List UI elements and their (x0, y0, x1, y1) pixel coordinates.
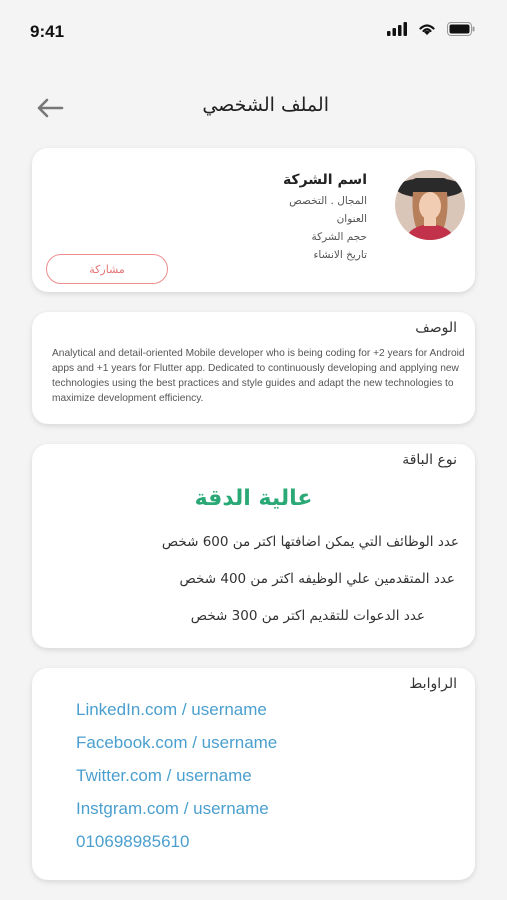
back-arrow-icon[interactable] (36, 96, 64, 120)
package-feature-jobs: عدد الوظائف التي يمكن اضافتها اكتر من 600 شخص (161, 534, 459, 550)
link-linkedin[interactable]: LinkedIn.com / username (76, 700, 267, 719)
link-facebook[interactable]: Facebook.com / username (76, 733, 278, 752)
header (0, 86, 507, 130)
link-phone[interactable]: 010698985610 (76, 832, 190, 851)
company-size: حجم الشركة (311, 231, 367, 243)
share-button[interactable]: مشاركة (46, 254, 168, 284)
company-founded: تاريخ الانشاء (313, 249, 367, 261)
package-feature-invitations: عدد الدعوات للتقديم اكتر من 300 شخص (190, 608, 425, 624)
link-instagram[interactable]: Instgram.com / username (76, 799, 269, 818)
status-time: 9:41 (30, 22, 65, 41)
package-card (32, 444, 475, 648)
company-field: المجال . التخصص (289, 195, 367, 207)
link-twitter[interactable]: Twitter.com / username (76, 766, 252, 785)
battery-icon (447, 22, 475, 36)
avatar (395, 170, 465, 240)
package-feature-applicants: عدد المتقدمين علي الوظيفه اكتر من 400 شخص (179, 571, 455, 587)
description-card (32, 312, 475, 424)
status-bar (0, 0, 507, 60)
wifi-icon (417, 22, 437, 36)
page-title: الملف الشخصي (202, 94, 329, 116)
links-card (32, 668, 475, 880)
description-title: الوصف (415, 320, 457, 336)
package-title: نوع الباقة (402, 452, 457, 468)
description-text: Analytical and detail-oriented Mobile developer who is being coding for +2 years for Android apps and +1 years for Flutter app. Dedicated to continuously developing and applying new technologies using the best practices and style guides and adapt the new technologies to maximize development efficiency. (52, 348, 465, 404)
links-title: الراوابط (409, 676, 457, 692)
company-info (283, 172, 367, 264)
signal-icon (387, 22, 407, 36)
company-address: العنوان (336, 213, 367, 225)
company-name: اسم الشركة (282, 172, 367, 188)
package-name: عالية الدقة (194, 486, 313, 511)
profile-card (32, 148, 475, 292)
